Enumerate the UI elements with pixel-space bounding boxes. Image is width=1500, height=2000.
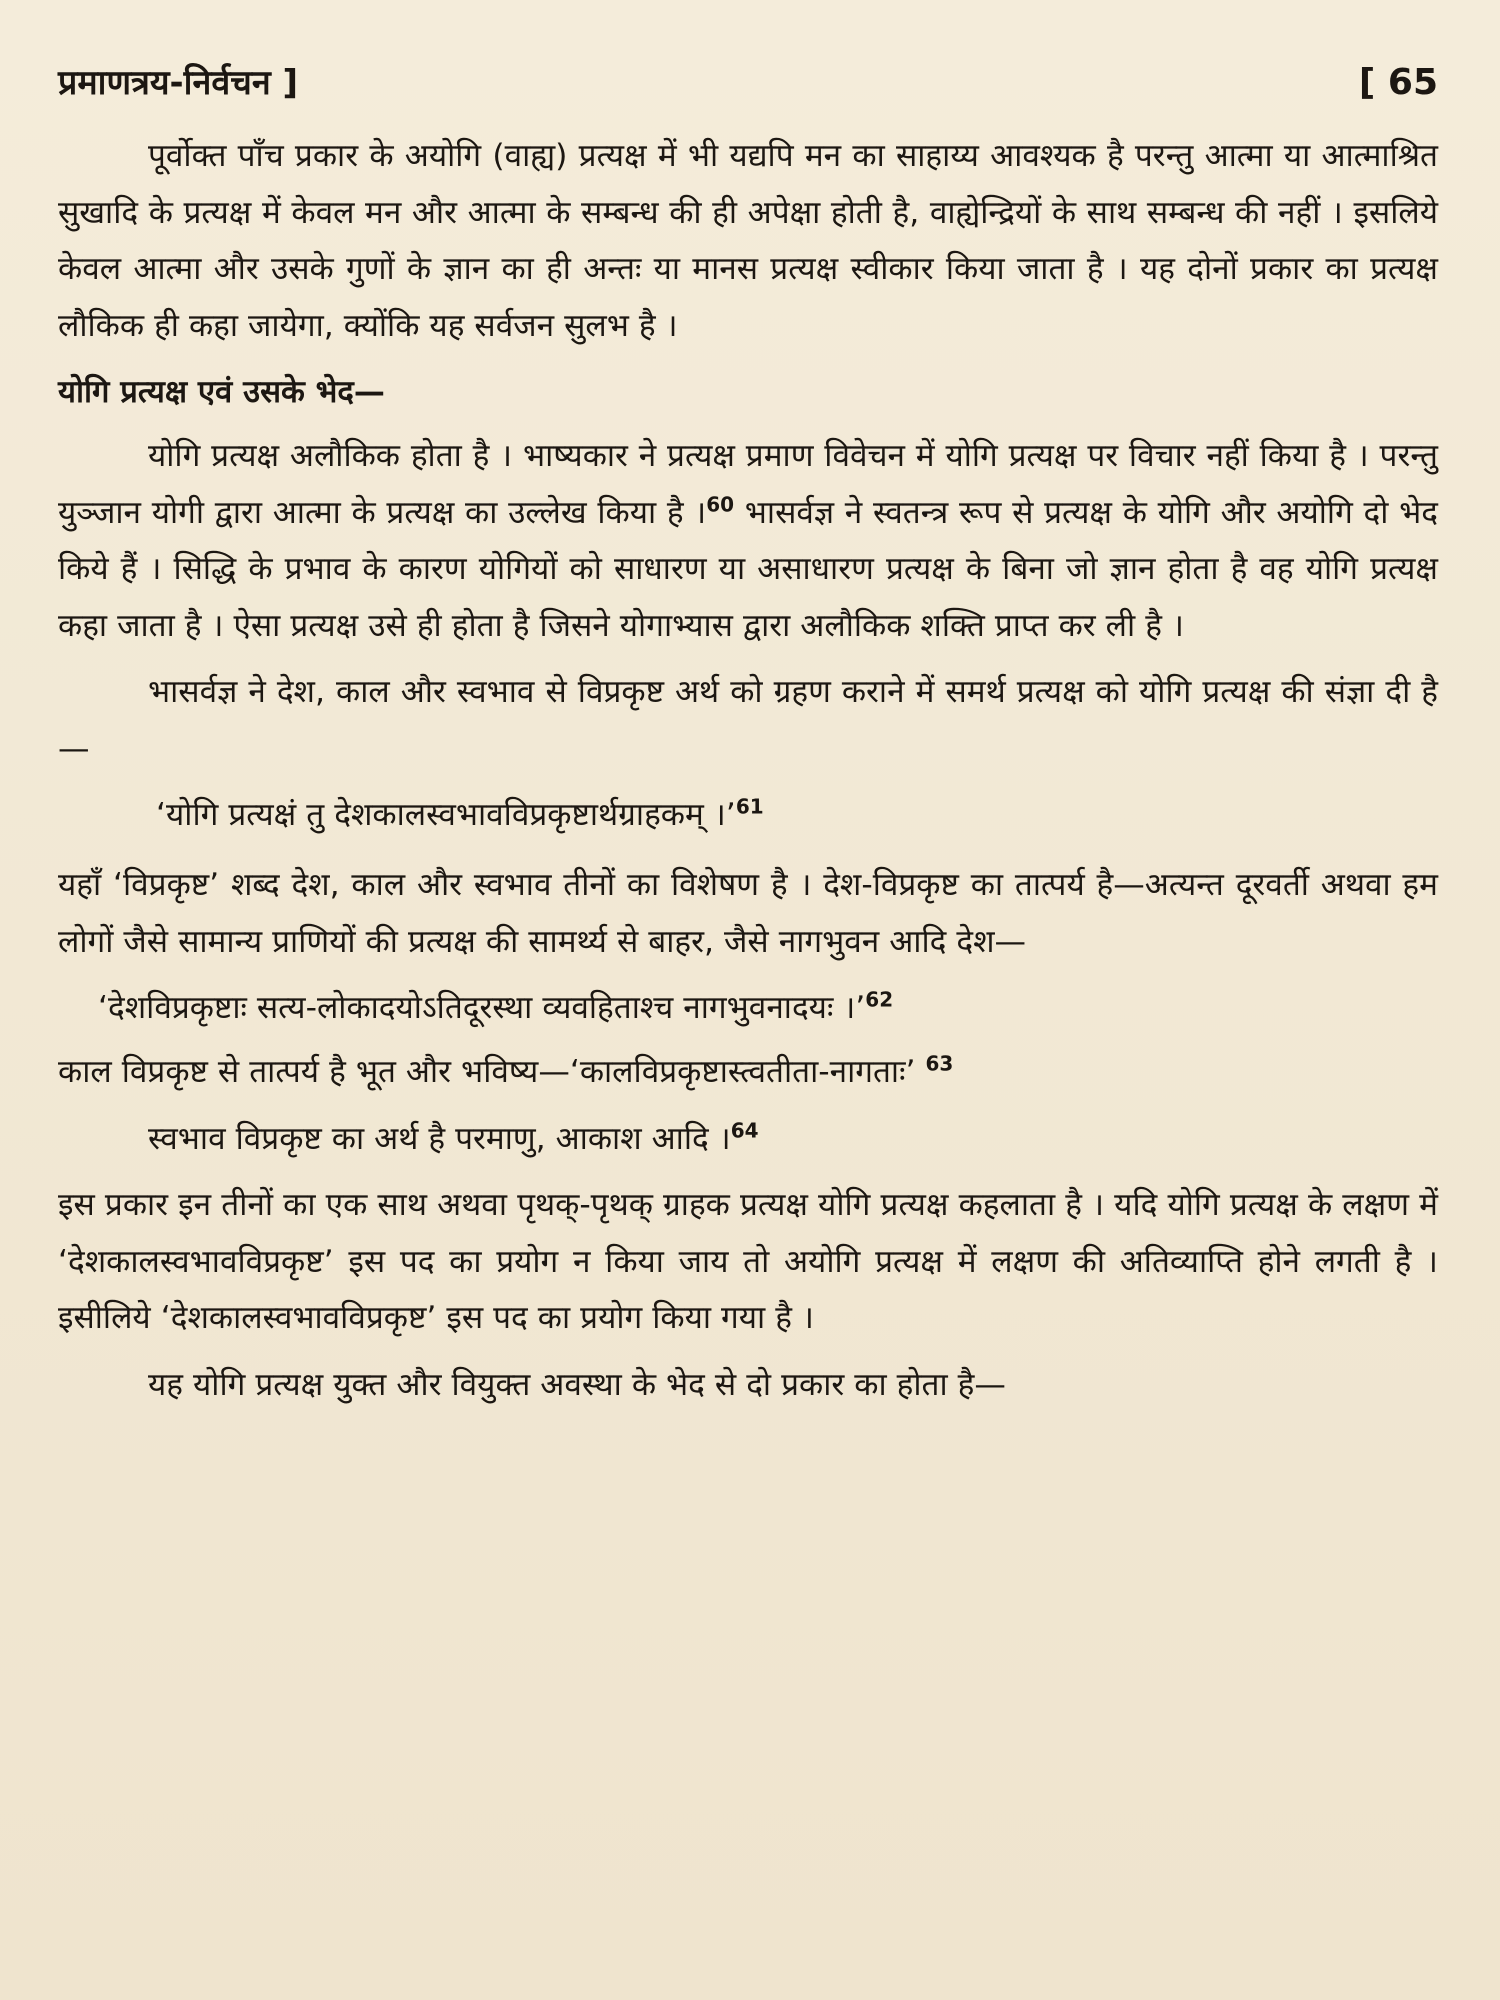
paragraph-3: भासर्वज्ञ ने देश, काल और स्वभाव से विप्रकृष्ट अर्थ को ग्रहण कराने में समर्थ प्रत्यक्ष को योगि प्रत्यक्ष की संज्ञा दी है— xyxy=(58,674,1438,767)
footnote-ref-64: 64 xyxy=(730,1118,759,1142)
paragraph-6 xyxy=(58,1111,1438,1168)
paragraph-6-text: स्वभाव विप्रकृष्ट का अर्थ है परमाणु, आकाश आदि । xyxy=(148,1120,731,1157)
quotation-2 xyxy=(58,980,1438,1036)
paragraph-8: यह योगि प्रत्यक्ष युक्त और वियुक्त अवस्था के भेद से दो प्रकार का होता है— xyxy=(148,1366,1006,1403)
paragraph-5-text: काल विप्रकृष्ट से तात्पर्य है भूत और भविष्य—‘कालविप्रकृष्टास्त्वतीता-नागताः’ xyxy=(58,1054,916,1090)
paragraph-4: यहाँ ‘विप्रकृष्ट’ शब्द देश, काल और स्वभाव तीनों का विशेषण है । देश-विप्रकृष्ट का तात्पर्य है—अत्यन्त दूरवर्ती अथवा हम लोगों जैसे सामान्य प्राणियों की प्रत्यक्ष की सामर्थ्य से बाहर, जैसे नागभुवन आदि देश— xyxy=(58,867,1438,960)
quotation-1 xyxy=(58,787,1438,843)
paragraph-1: पूर्वोक्त पाँच प्रकार के अयोगि (वाह्य) प्रत्यक्ष में भी यद्यपि मन का साहाय्य आवश्यक है परन्तु आत्मा या आत्माश्रित सुखादि के प्रत्यक्ष में केवल मन और आत्मा के सम्बन्ध की ही अपेक्षा होती है, वाह्येन्द्रियों के साथ सम्बन्ध की नहीं । इसलिये केवल आत्मा और उसके गुणों के ज्ञान का ही अन्तः या मानस प्रत्यक्ष स्वीकार किया जाता है । यह दोनों प्रकार का प्रत्यक्ष लौकिक ही कहा जायेगा, क्योंकि यह सर्वजन सुलभ है । xyxy=(58,138,1438,344)
footnote-ref-61: 61 xyxy=(735,794,764,819)
quotation-1-text: ‘योगि प्रत्यक्षं तु देशकालस्वभावविप्रकृष्टार्थग्राहकम् ।’ xyxy=(156,797,736,833)
paragraph-2 xyxy=(58,428,1438,654)
paragraph-5 xyxy=(58,1044,1438,1101)
paragraph-2-part-a: योगि प्रत्यक्ष अलौकिक होता है । भाष्यकार ने प्रत्यक्ष प्रमाण विवेचन में योगि प्रत्यक्ष पर विचार नहीं किया है । परन्तु युञ्जान योगी द्वारा आत्मा के प्रत्यक्ष का उल्लेख किया है । xyxy=(58,438,1438,531)
page-number: [ 65 xyxy=(1358,62,1438,103)
body-text xyxy=(58,128,1438,1413)
quotation-2-text: ‘देशविप्रकृष्टाः सत्य-लोकादयोऽतिदूरस्था व्यवहिताश्च नागभुवनादयः ।’ xyxy=(98,990,866,1026)
footnote-ref-60: 60 xyxy=(706,492,735,516)
footnote-ref-63: 63 xyxy=(925,1051,954,1076)
paragraph-2-part-b: भासर्वज्ञ ने स्वतन्त्र रूप से प्रत्यक्ष के योगि और अयोगि दो भेद किये हैं । सिद्धि के प्रभाव के कारण योगियों को साधारण या असाधारण प्रत्यक्ष के बिना जो ज्ञान होता है वह योगि प्रत्यक्ष कहा जाता है । ऐसा प्रत्यक्ष उसे ही होता है जिसने योगाभ्यास द्वारा अलौकिक शक्ति प्राप्त कर ली है । xyxy=(58,494,1438,644)
footnote-ref-62: 62 xyxy=(865,987,894,1012)
chapter-title: प्रमाणत्रय-निर्वचन ] xyxy=(58,63,299,103)
section-heading: योगि प्रत्यक्ष एवं उसके भेद— xyxy=(58,374,385,410)
running-header xyxy=(58,58,1438,128)
paragraph-7: इस प्रकार इन तीनों का एक साथ अथवा पृथक्-पृथक् ग्राहक प्रत्यक्ष योगि प्रत्यक्ष कहलाता है । यदि योगि प्रत्यक्ष के लक्षण में ‘देशकालस्वभावविप्रकृष्ट’ इस पद का प्रयोग न किया जाय तो अयोगि प्रत्यक्ष में लक्षण की अतिव्याप्ति होने लगती है । इसीलिये ‘देशकालस्वभावविप्रकृष्ट’ इस पद का प्रयोग किया गया है । xyxy=(58,1187,1438,1336)
